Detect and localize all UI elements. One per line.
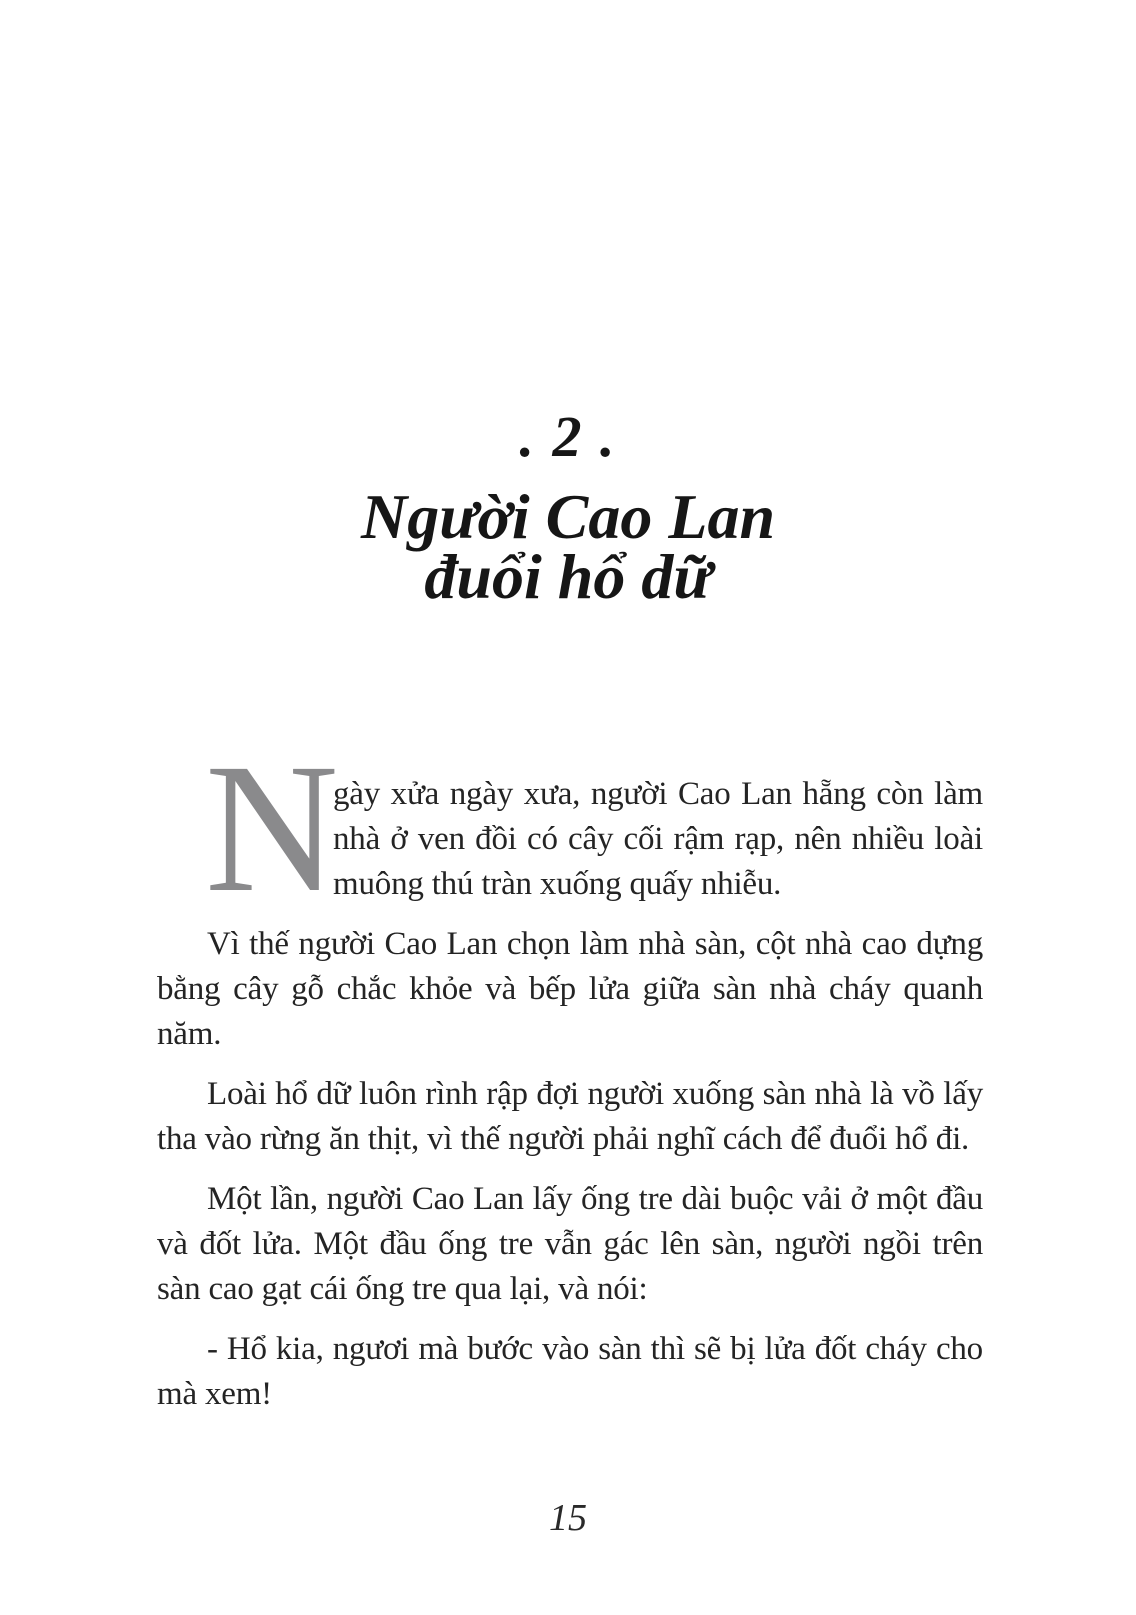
page-number: 15 [549,1497,587,1539]
chapter-title-line-2: đuổi hổ dữ [424,541,712,612]
paragraph-1 [157,726,983,931]
chapter-number: . 2 . [519,404,617,469]
paragraph-5: - Hổ kia, ngươi mà bước vào sàn thì sẽ bị lửa đốt cháy cho mà xem! [157,1331,983,1412]
drop-cap [157,726,339,931]
chapter-title [0,481,1136,612]
chapter-title-line-1: Người Cao Lan [360,481,776,552]
drop-cap-letter: N [205,726,339,931]
paragraph-3: Loài hổ dữ luôn rình rập đợi người xuống sàn nhà là vồ lấy tha vào rừng ăn thịt, vì thế người phải nghĩ cách để đuổi hổ đi. [157,1076,983,1157]
body-text [157,726,983,1432]
paragraph-1-text: gày xửa ngày xưa, người Cao Lan hẵng còn làm nhà ở ven đồi có cây cối rậm rạp, nên nhiều loài muông thú tràn xuống quấy nhiễu. [333,776,983,902]
paragraph-2: Vì thế người Cao Lan chọn làm nhà sàn, cột nhà cao dựng bằng cây gỗ chắc khỏe và bếp lửa giữa sàn nhà cháy quanh năm. [157,926,983,1052]
paragraph-4: Một lần, người Cao Lan lấy ống tre dài buộc vải ở một đầu và đốt lửa. Một đầu ống tre vẫn gác lên sàn, người ngồi trên sàn cao gạt cái ống tre qua lại, và nói: [157,1181,983,1307]
